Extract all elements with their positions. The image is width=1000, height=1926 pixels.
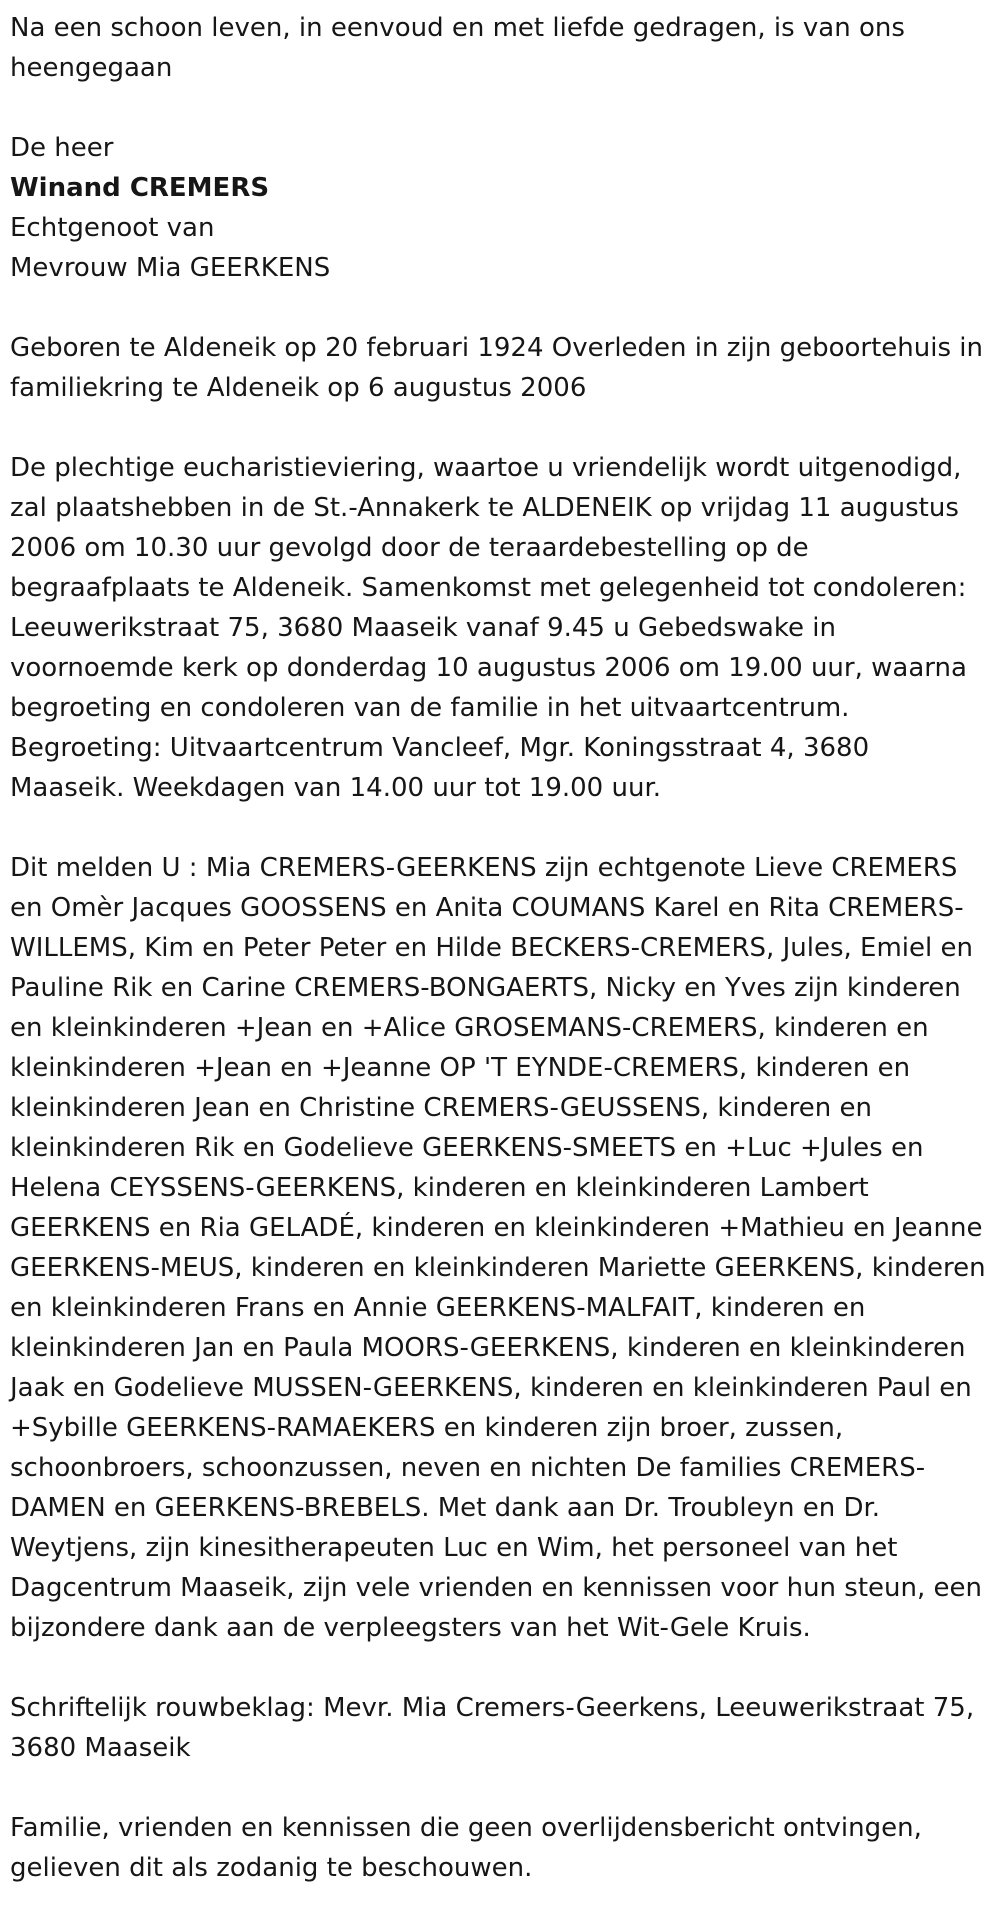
intro-text: Na een schoon leven, in eenvoud en met liefde gedragen, is van ons heengegaan [10, 13, 905, 83]
deceased-name: Winand CREMERS [10, 173, 270, 203]
family-text: Dit melden U : Mia CREMERS-GEERKENS zijn echtgenote Lieve CREMERS en Omèr Jacques GOOSSENS en Anita COUMANS Karel en Rita CREMERS-WILLEMS, Kim en Peter Peter en Hilde BECKERS-CREMERS, Jules, Emiel en Pauline Rik en Carine CREMERS-BONGAERTS, Nicky en Yves zijn kinderen en kleinkinderen +Jean en +Alice GROSEMANS-CREMERS, kinderen en kleinkinderen +Jean en +Jeanne OP 'T EYNDE-CREMERS, kinderen en kleinkinderen Jean en Christine CREMERS-GEUSSENS, kinderen en kleinkinderen Rik en Godelieve GEERKENS-SMEETS en +Luc +Jules en Helena CEYSSENS-GEERKENS, kinderen en kleinkinderen Lambert GEERKENS en Ria GELADÉ, kinderen en kleinkinderen +Mathieu en Jeanne GEERKENS-MEUS, kinderen en kleinkinderen Mariette GEERKENS, kinderen en kleinkinderen Frans en Annie GEERKENS-MALFAIT, kinderen en kleinkinderen Jan en Paula MOORS-GEERKENS, kinderen en kleinkinderen Jaak en Godelieve MUSSEN-GEERKENS, kinderen en kleinkinderen Paul en +Sybille GEERKENS-RAMAEKERS en kinderen zijn broer, zussen, schoonbroers, schoonzussen, neven en nichten De families CREMERS-DAMEN en GEERKENS-BREBELS. Met dank aan Dr. Troubleyn en Dr. Weytjens, zijn kinesitherapeuten Luc en Wim, het personeel van het Dagcentrum Maaseik, zijn vele vrienden en kennissen voor hun steun, een bijzondere dank aan de verpleegsters van het Wit-Gele Kruis. [10, 853, 986, 1643]
condolences-text: Schriftelijk rouwbeklag: Mevr. Mia Cremers-Geerkens, Leeuwerikstraat 75, 3680 Maaseik [10, 1693, 975, 1763]
spacer [10, 808, 990, 848]
birth-death-text: Geboren te Aldeneik op 20 februari 1924 Overleden in zijn geboortehuis in familiekring te Aldeneik op 6 augustus 2006 [10, 333, 983, 403]
closing-text: Familie, vrienden en kennissen die geen overlijdensbericht ontvingen, gelieven dit als zodanig te beschouwen. [10, 1813, 922, 1883]
spacer [10, 1648, 990, 1688]
spacer [10, 288, 990, 328]
spouse-name: Mevrouw Mia GEERKENS [10, 253, 331, 283]
spacer [10, 408, 990, 448]
spacer [10, 88, 990, 128]
title-text: De heer [10, 133, 114, 163]
ceremony-text: De plechtige eucharistieviering, waartoe u vriendelijk wordt uitgenodigd, zal plaatshebben in de St.-Annakerk te ALDENEIK op vrijdag 11 augustus 2006 om 10.30 uur gevolgd door de teraardebestelling op de begraafplaats te Aldeneik. Samenkomst met gelegenheid tot condoleren: Leeuwerikstraat 75, 3680 Maaseik vanaf 9.45 u Gebedswake in voornoemde kerk op donderdag 10 augustus 2006 om 19.00 uur, waarna begroeting en condoleren van de familie in het uitvaartcentrum. Begroeting: Uitvaartcentrum Vancleef, Mgr. Koningsstraat 4, 3680 Maaseik. Weekdagen van 14.00 uur tot 19.00 uur. [10, 453, 967, 803]
relation-text: Echtgenoot van [10, 213, 215, 243]
spacer [10, 1768, 990, 1808]
